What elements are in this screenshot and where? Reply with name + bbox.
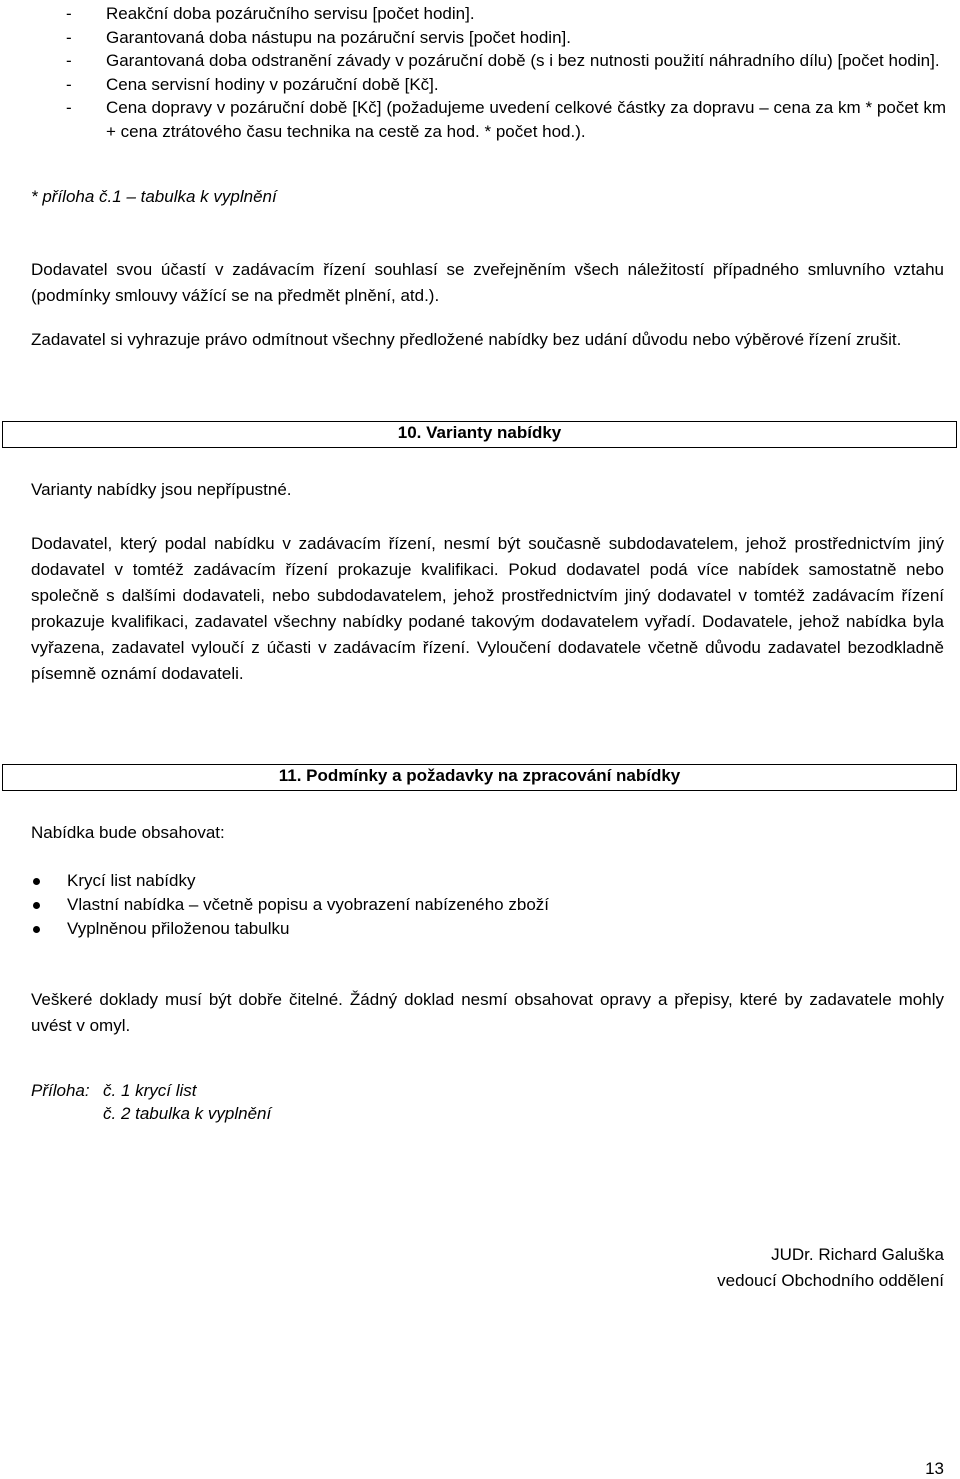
list-item	[66, 26, 946, 50]
dash-marker: -	[66, 51, 72, 70]
list-item-text: Garantovaná doba nástupu na pozáruční servis [počet hodin].	[106, 27, 571, 47]
dash-marker: -	[66, 4, 72, 23]
attachment-item: č. 1 krycí list	[103, 1081, 197, 1100]
dash-marker: -	[66, 27, 72, 47]
list-item-text: Cena servisní hodiny v pozáruční době [Kč].	[106, 74, 439, 94]
attachment-note: * příloha č.1 – tabulka k vyplnění	[31, 187, 277, 206]
reservation-paragraph: Zadavatel si vyhrazuje právo odmítnout všechny předložené nabídky bez udání důvodu nebo výběrové řízení zrušit.	[31, 330, 902, 349]
offer-contents-list	[31, 869, 549, 941]
variants-statement: Varianty nabídky jsou nepřípustné.	[31, 480, 292, 499]
section-heading-11: 11. Podmínky a požadavky na zpracování nabídky	[2, 764, 957, 791]
list-item	[66, 96, 946, 143]
attachment-item: č. 2 tabulka k vyplnění	[103, 1104, 272, 1123]
list-item	[31, 917, 549, 941]
signatory-name: JUDr. Richard Galuška	[771, 1245, 944, 1264]
list-item-text: Krycí list nabídky	[67, 871, 196, 890]
list-item	[66, 73, 946, 97]
list-item-text: Vlastní nabídka – včetně popisu a vyobrazení nabízeného zboží	[67, 895, 549, 914]
dash-list	[66, 2, 946, 143]
signatory-role: vedoucí Obchodního oddělení	[717, 1271, 944, 1290]
section-heading-10: 10. Varianty nabídky	[2, 421, 957, 448]
list-item-text: Garantovaná doba odstranění závady v pozáruční době (s i bez nutnosti použití náhradního dílu) [počet hodin].	[106, 51, 940, 70]
dash-marker: -	[66, 74, 72, 94]
dash-marker: -	[66, 98, 72, 117]
consent-paragraph: Dodavatel svou účastí v zadávacím řízení souhlasí se zveřejněním všech náležitostí případného smluvního vztahu (podmínky smlouvy vážící se na předmět plnění, atd.).	[31, 260, 944, 305]
list-item	[31, 869, 549, 893]
list-item	[66, 49, 946, 73]
list-item	[66, 2, 946, 26]
attachments-label: Příloha:	[31, 1081, 90, 1100]
page-number: 13	[925, 1459, 944, 1478]
documents-paragraph: Veškeré doklady musí být dobře čitelné. Žádný doklad nesmí obsahovat opravy a přepisy, které by zadavatele mohly uvést v omyl.	[31, 990, 944, 1035]
offer-contents-intro: Nabídka bude obsahovat:	[31, 823, 225, 842]
list-item	[31, 893, 549, 917]
bullet-icon	[33, 902, 40, 909]
attachments	[31, 1079, 271, 1125]
signature-block	[717, 1242, 944, 1294]
supplier-paragraph: Dodavatel, který podal nabídku v zadávacím řízení, nesmí být současně subdodavatelem, jehož prostřednictvím jiný dodavatel v tomtéž zadávacím řízení prokazuje kvalifikaci. Pokud dodavatel podá více nabídek samostatně nebo společně s dalšími dodavateli, nebo subdodavatelem, jehož prostřednictvím jiný dodavatel v tomtéž zadávacím řízení prokazuje kvalifikaci, zadavatel všechny nabídky podané takovým dodavatelem vyřadí. Dodavatele, jehož nabídka byla vyřazena, zadavatel vyloučí z účasti v zadávacím řízení. Vyloučení dodavatele včetně důvodu zadavatel bezodkladně písemně oznámí dodavateli.	[31, 534, 944, 683]
list-item-text: Reakční doba pozáručního servisu [počet hodin].	[106, 4, 475, 23]
list-item-text: Vyplněnou přiloženou tabulku	[67, 919, 290, 938]
list-item-text: Cena dopravy v pozáruční době [Kč] (požadujeme uvedení celkové částky za dopravu – cena za km * počet km + cena ztrátového času technika na cestě za hod. * počet hod.).	[106, 98, 946, 141]
bullet-icon	[33, 926, 40, 933]
bullet-icon	[33, 878, 40, 885]
